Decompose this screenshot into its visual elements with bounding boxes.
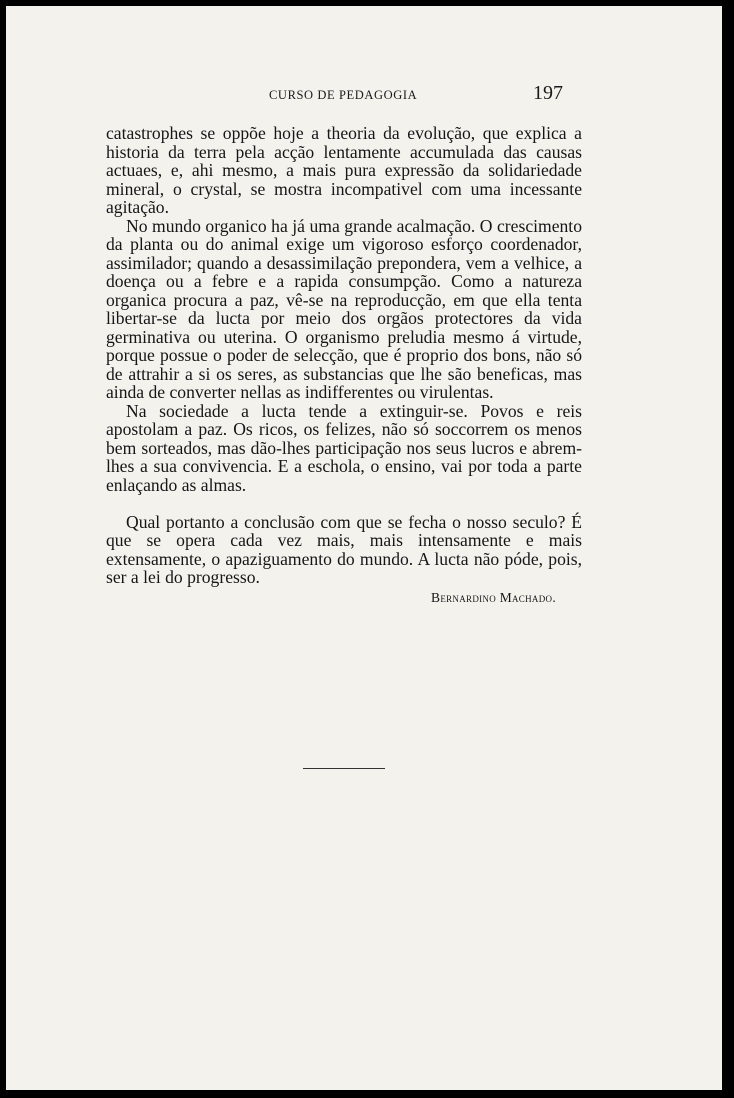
section-divider xyxy=(303,768,385,769)
paragraph: Na sociedade a lucta tende a extinguir-se. Povos e reis apostolam a paz. Os ricos, os felizes, não só soccorrem os menos bem sorteados, mas dão-lhes participação nos seus lucros e abrem-lhes a sua convivencia. E a eschola, o ensino, vai por toda a parte enlaçando as almas. xyxy=(106,400,582,495)
paragraph: catastrophes se oppõe hoje a theoria da evolução, que explica a historia da terra pela acção lentamente accumulada das causas actuaes, e, ahi mesmo, a mais pura expressão da solidariedade mineral, o crystal, se mostra incompativel com uma incessante agitação. xyxy=(106,123,582,217)
paragraph: No mundo organico ha já uma grande acalmação. O crescimento da planta ou do animal exige um vigoroso esforço coordenador, assimilador; quando a desassimilação prepondera, vem a velhice, a doença ou a febre e a rapida consumpção. Como a natureza organica procura a paz, vê-se na reproducção, em que ella tenta libertar-se da lucta por meio dos orgãos protectores da vida germinativa ou uterina. O organismo preludia mesmo á virtude, porque possue o poder de selecção, que é proprio dos bons, não só de attrahir a si os seres, as substancias que lhe são beneficas, mas ainda de converter nellas as indifferentes ou virulentas. xyxy=(106,215,582,402)
author-signature: Bernardino Machado. xyxy=(431,589,556,605)
running-title: CURSO DE PEDAGOGIA xyxy=(269,88,418,102)
body-text xyxy=(106,124,582,607)
page-header xyxy=(6,78,722,108)
page-number: 197 xyxy=(533,82,563,104)
paragraph: Qual portanto a conclusão com que se fecha o nosso seculo? É que se opera cada vez mais, mais intensamente e mais extensamente, o apaziguamento do mundo. A lucta não póde, pois, ser a lei do progresso. xyxy=(106,511,582,587)
book-page xyxy=(6,6,722,1090)
